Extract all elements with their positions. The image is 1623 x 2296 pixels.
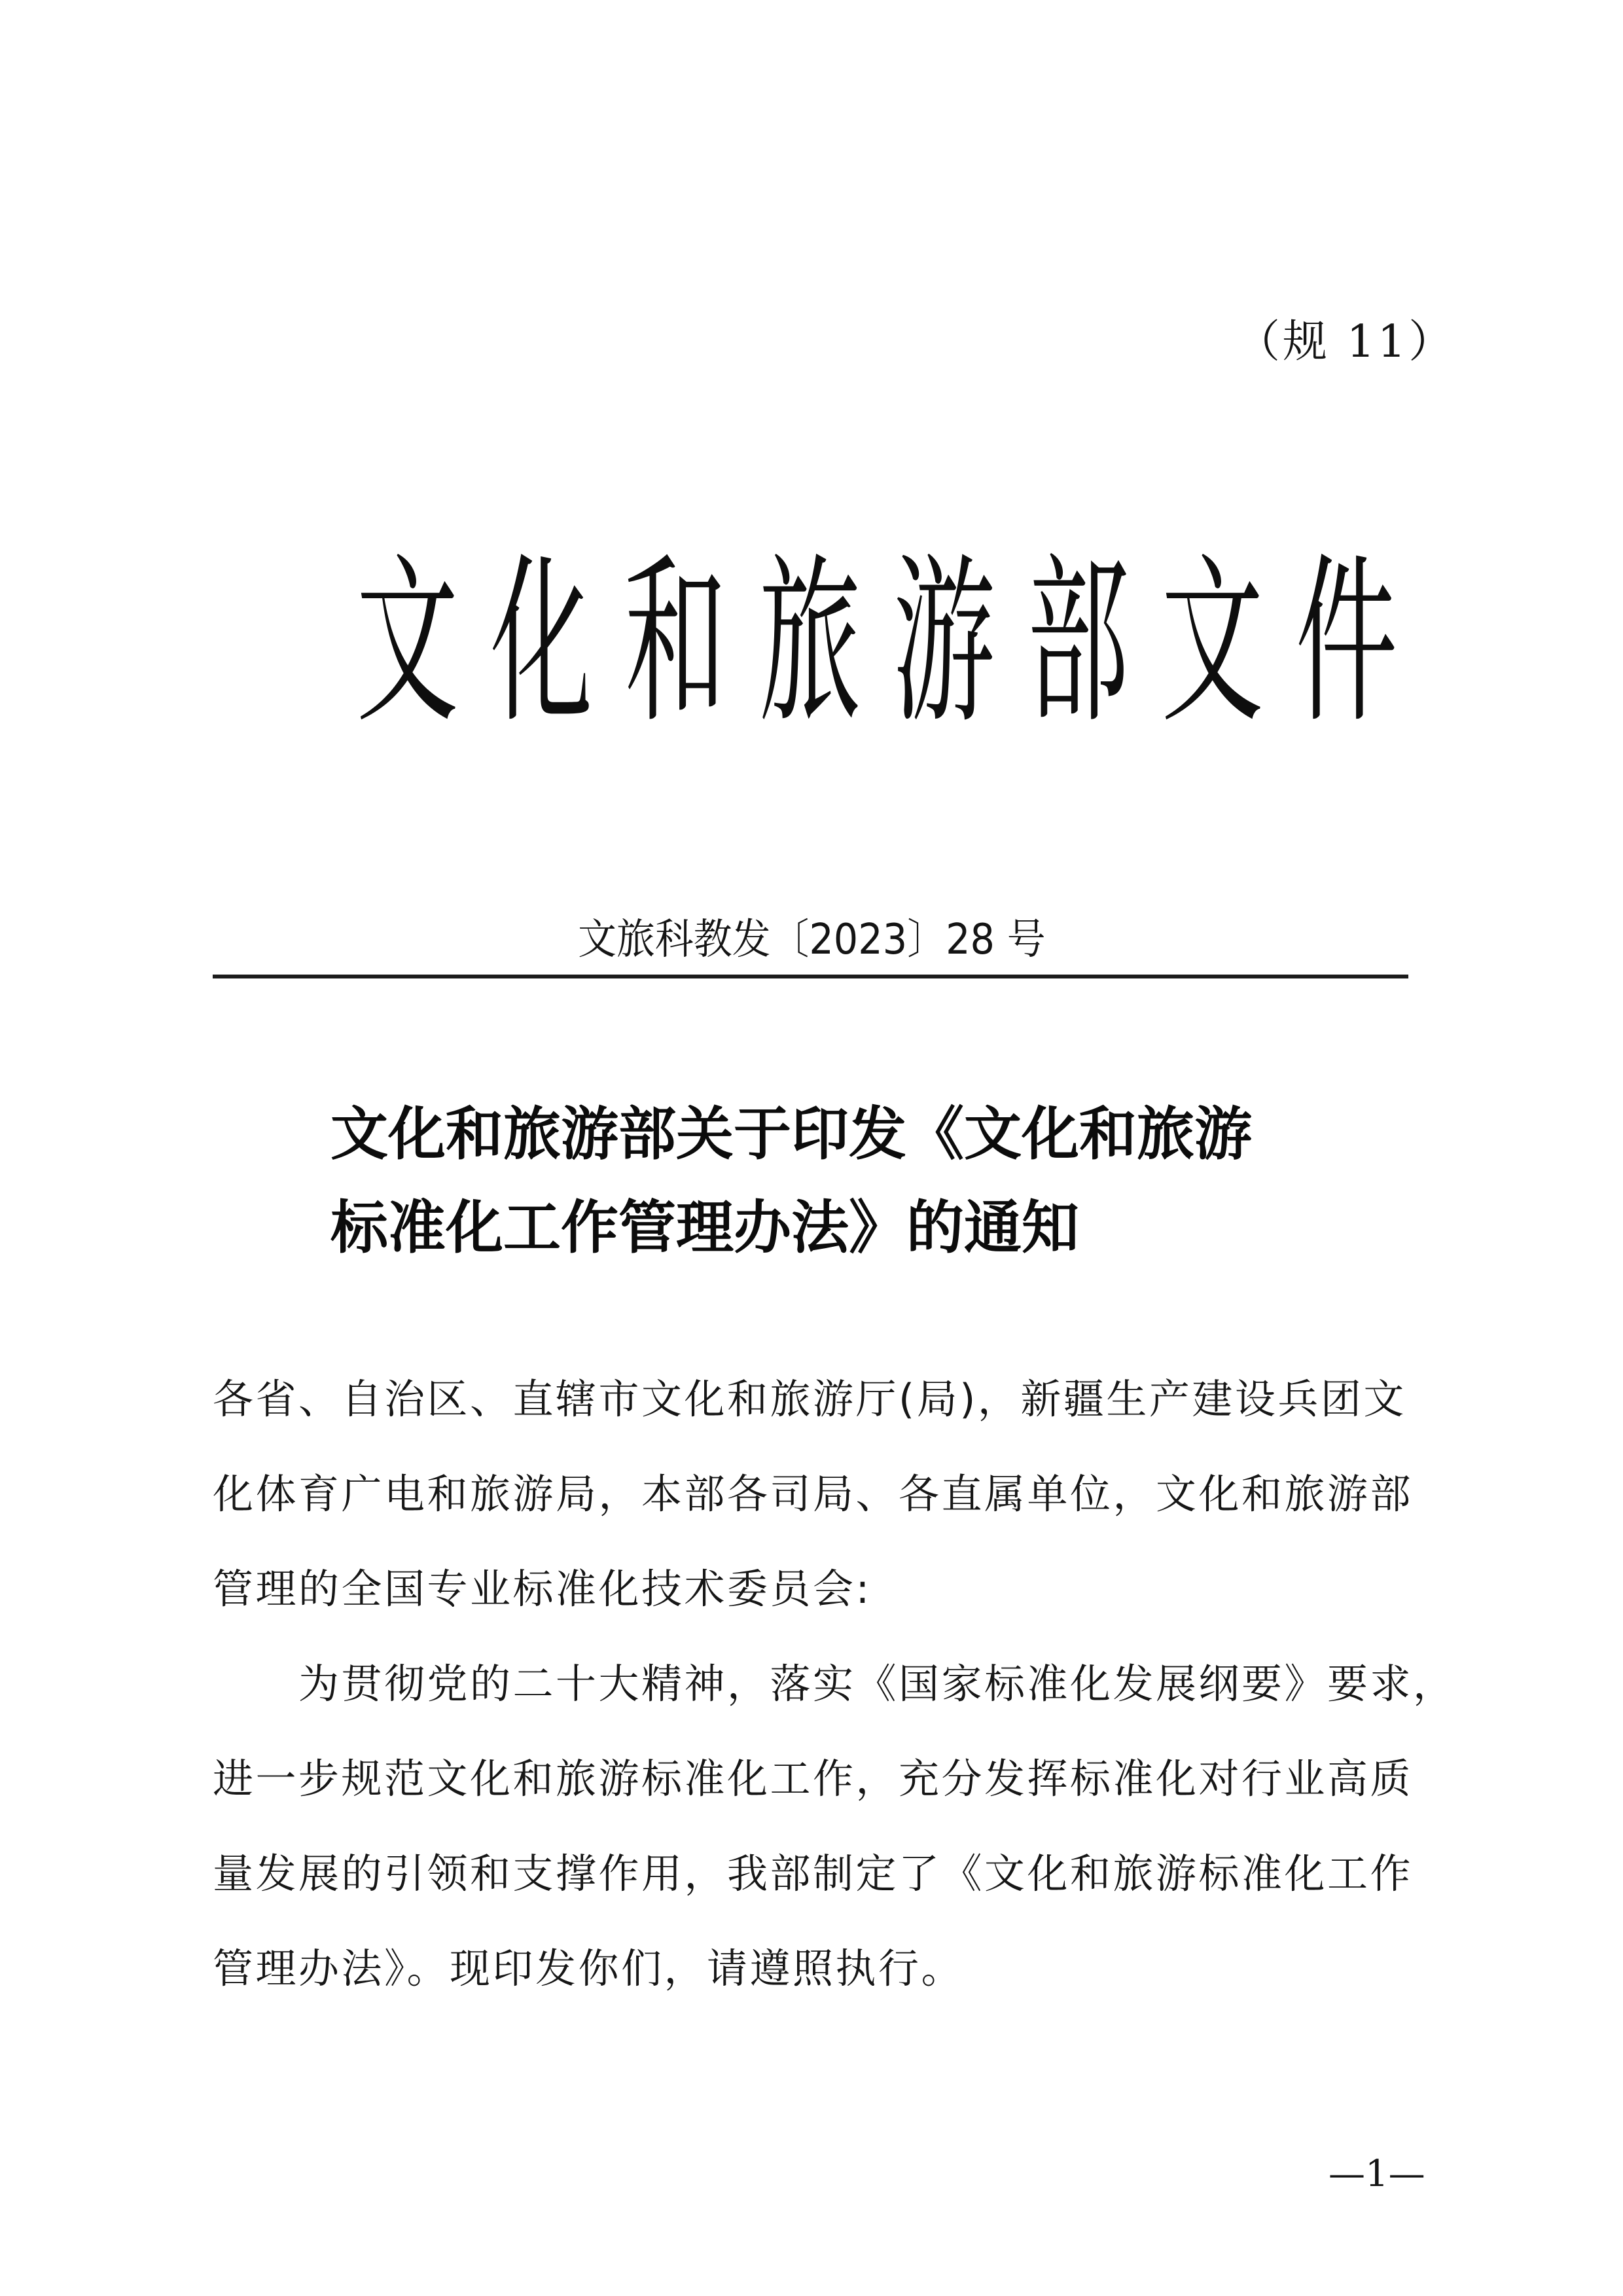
- body-paragraph-line: 进一步规范文化和旅游标准化工作，充分发挥标准化对行业高质: [213, 1755, 1414, 1803]
- document-title-line-1: 文化和旅游部关于印发《文化和旅游: [330, 1100, 1253, 1168]
- issuer-header-char: 部: [1027, 537, 1130, 749]
- issuer-header: [340, 537, 1414, 749]
- page-number: —1—: [1329, 2153, 1425, 2195]
- body-paragraph-line: 量发展的引领和支撑作用，我部制定了《文化和旅游标准化工作: [213, 1850, 1414, 1897]
- issuer-header-char: 文: [356, 537, 459, 749]
- issuer-header-char: 游: [893, 537, 995, 749]
- issuer-header-char: 文: [1161, 537, 1264, 749]
- addressee-line: 化体育广电和旅游局，本部各司局、各直属单位，文化和旅游部: [213, 1470, 1414, 1518]
- document-number: [0, 914, 1623, 966]
- header-separator-rule: [213, 975, 1408, 978]
- issuer-header-char: 件: [1295, 537, 1398, 749]
- issuer-header-char: 旅: [758, 537, 861, 749]
- issuer-header-char: 化: [490, 537, 593, 749]
- addressee-line: 各省、自治区、直辖市文化和旅游厅(局)，新疆生产建设兵团文: [213, 1375, 1406, 1423]
- body-paragraph-line: 管理办法》。现印发你们，请遵照执行。: [213, 1945, 965, 1992]
- issuer-header-char: 和: [624, 537, 727, 749]
- body-paragraph-line: 为贯彻党的二十大精神，落实《国家标准化发展纲要》要求，: [298, 1660, 1456, 1708]
- document-title-line-2: 标准化工作管理办法》的通知: [330, 1193, 1080, 1261]
- addressee-line: 管理的全国专业标准化技术委员会:: [213, 1565, 872, 1613]
- document-code: （规 11）: [1236, 316, 1456, 368]
- document-number-text: 文旅科教发〔2023〕28 号: [577, 916, 1046, 964]
